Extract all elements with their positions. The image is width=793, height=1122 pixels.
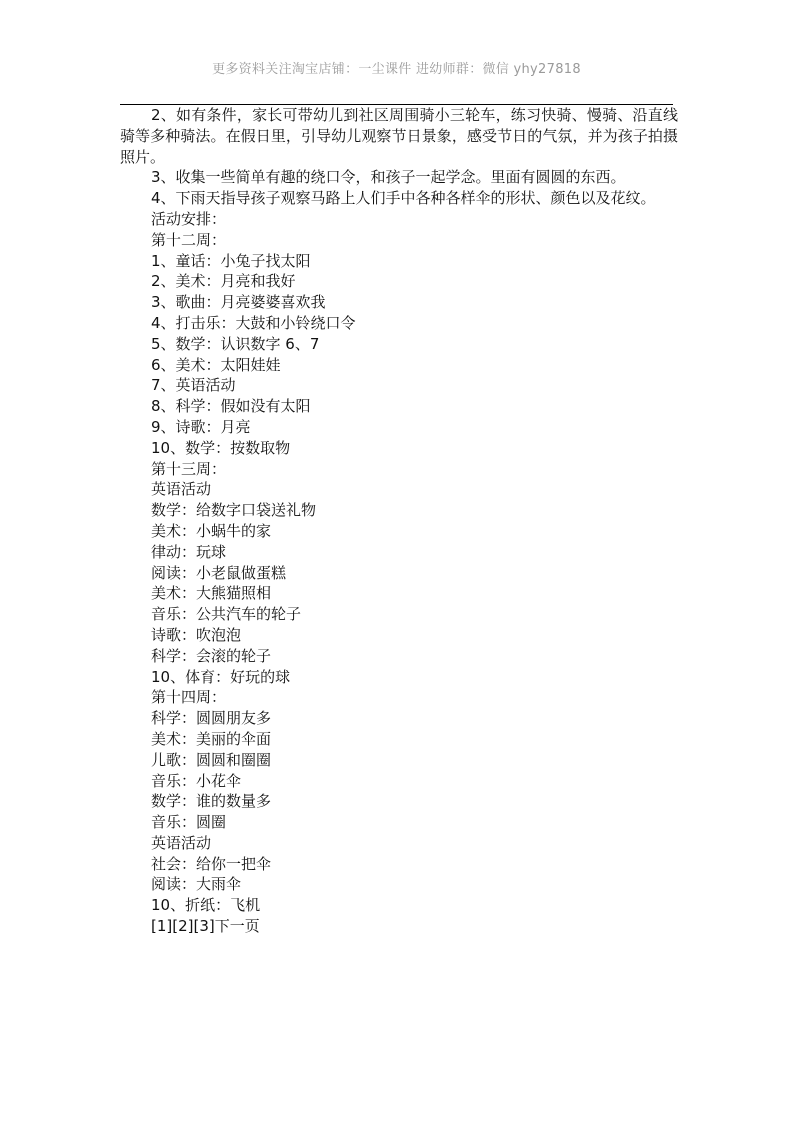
list-item: 音乐：圆圈 xyxy=(151,813,227,832)
week-heading: 第十三周： xyxy=(151,459,227,478)
list-item: 律动：玩球 xyxy=(151,542,227,561)
list-item: 2、美术：月亮和我好 xyxy=(151,272,296,291)
list-item: 数学：给数字口袋送礼物 xyxy=(151,501,317,520)
list-item: 3、歌曲：月亮婆婆喜欢我 xyxy=(151,293,326,312)
watermark-header: 更多资料关注淘宝店铺：一尘课件 进幼师群：微信 yhy27818 xyxy=(212,62,581,77)
list-item: 阅读：小老鼠做蛋糕 xyxy=(151,563,287,582)
list-item: 美术：美丽的伞面 xyxy=(151,729,272,748)
list-item: 数学：谁的数量多 xyxy=(151,792,272,811)
list-item: 9、诗歌：月亮 xyxy=(151,417,251,436)
list-item: 科学：圆圆朋友多 xyxy=(151,709,272,728)
page-link-2[interactable]: [2] xyxy=(172,917,194,936)
week-heading: 第十二周： xyxy=(151,230,227,249)
list-item: 英语活动 xyxy=(151,480,212,499)
paragraph: 4、下雨天指导孩子观察马路上人们手中各种各样伞的形状、颜色以及花纹。 xyxy=(151,189,656,208)
list-item: 儿歌：圆圆和圈圈 xyxy=(151,750,272,769)
list-item: 社会：给你一把伞 xyxy=(151,854,272,873)
list-item: 10、折纸：飞机 xyxy=(151,896,261,915)
list-item: 诗歌：吹泡泡 xyxy=(151,625,242,644)
list-item: 8、科学：假如没有太阳 xyxy=(151,397,311,416)
week-heading: 第十四周： xyxy=(151,688,227,707)
list-item: 美术：小蜗牛的家 xyxy=(151,521,272,540)
list-item: 4、打击乐：大鼓和小铃绕口令 xyxy=(151,313,356,332)
list-item: 1、童话：小兔子找太阳 xyxy=(151,251,311,270)
paragraph: 2、如有条件，家长可带幼儿到社区周围骑小三轮车，练习快骑、慢骑、沿直线骑等多种骑法。在假日里，引导幼儿观察节日景象，感受节日的气氛，并为孩子拍摄照片。 xyxy=(120,106,678,166)
list-item: 7、英语活动 xyxy=(151,376,236,395)
page-link-3[interactable]: [3] xyxy=(193,917,215,936)
list-item: 英语活动 xyxy=(151,833,212,852)
section-heading: 活动安排： xyxy=(151,209,227,228)
paragraph: 3、收集一些简单有趣的绕口令，和孩子一起学念。里面有圆圆的东西。 xyxy=(151,168,626,187)
list-item: 美术：大熊猫照相 xyxy=(151,584,272,603)
list-item: 科学：会滚的轮子 xyxy=(151,646,272,665)
list-item: 5、数学：认识数字 6、7 xyxy=(151,334,320,353)
list-item: 10、体育：好玩的球 xyxy=(151,667,291,686)
page-link-1[interactable]: [1] xyxy=(151,917,173,936)
list-item: 音乐：公共汽车的轮子 xyxy=(151,605,302,624)
pagination xyxy=(120,916,678,937)
document-body xyxy=(120,105,678,937)
list-item: 阅读：大雨伞 xyxy=(151,875,242,894)
list-item: 音乐：小花伞 xyxy=(151,771,242,790)
list-item: 10、数学：按数取物 xyxy=(151,438,291,457)
list-item: 6、美术：太阳娃娃 xyxy=(151,355,281,374)
next-page-link[interactable]: 下一页 xyxy=(214,917,260,936)
